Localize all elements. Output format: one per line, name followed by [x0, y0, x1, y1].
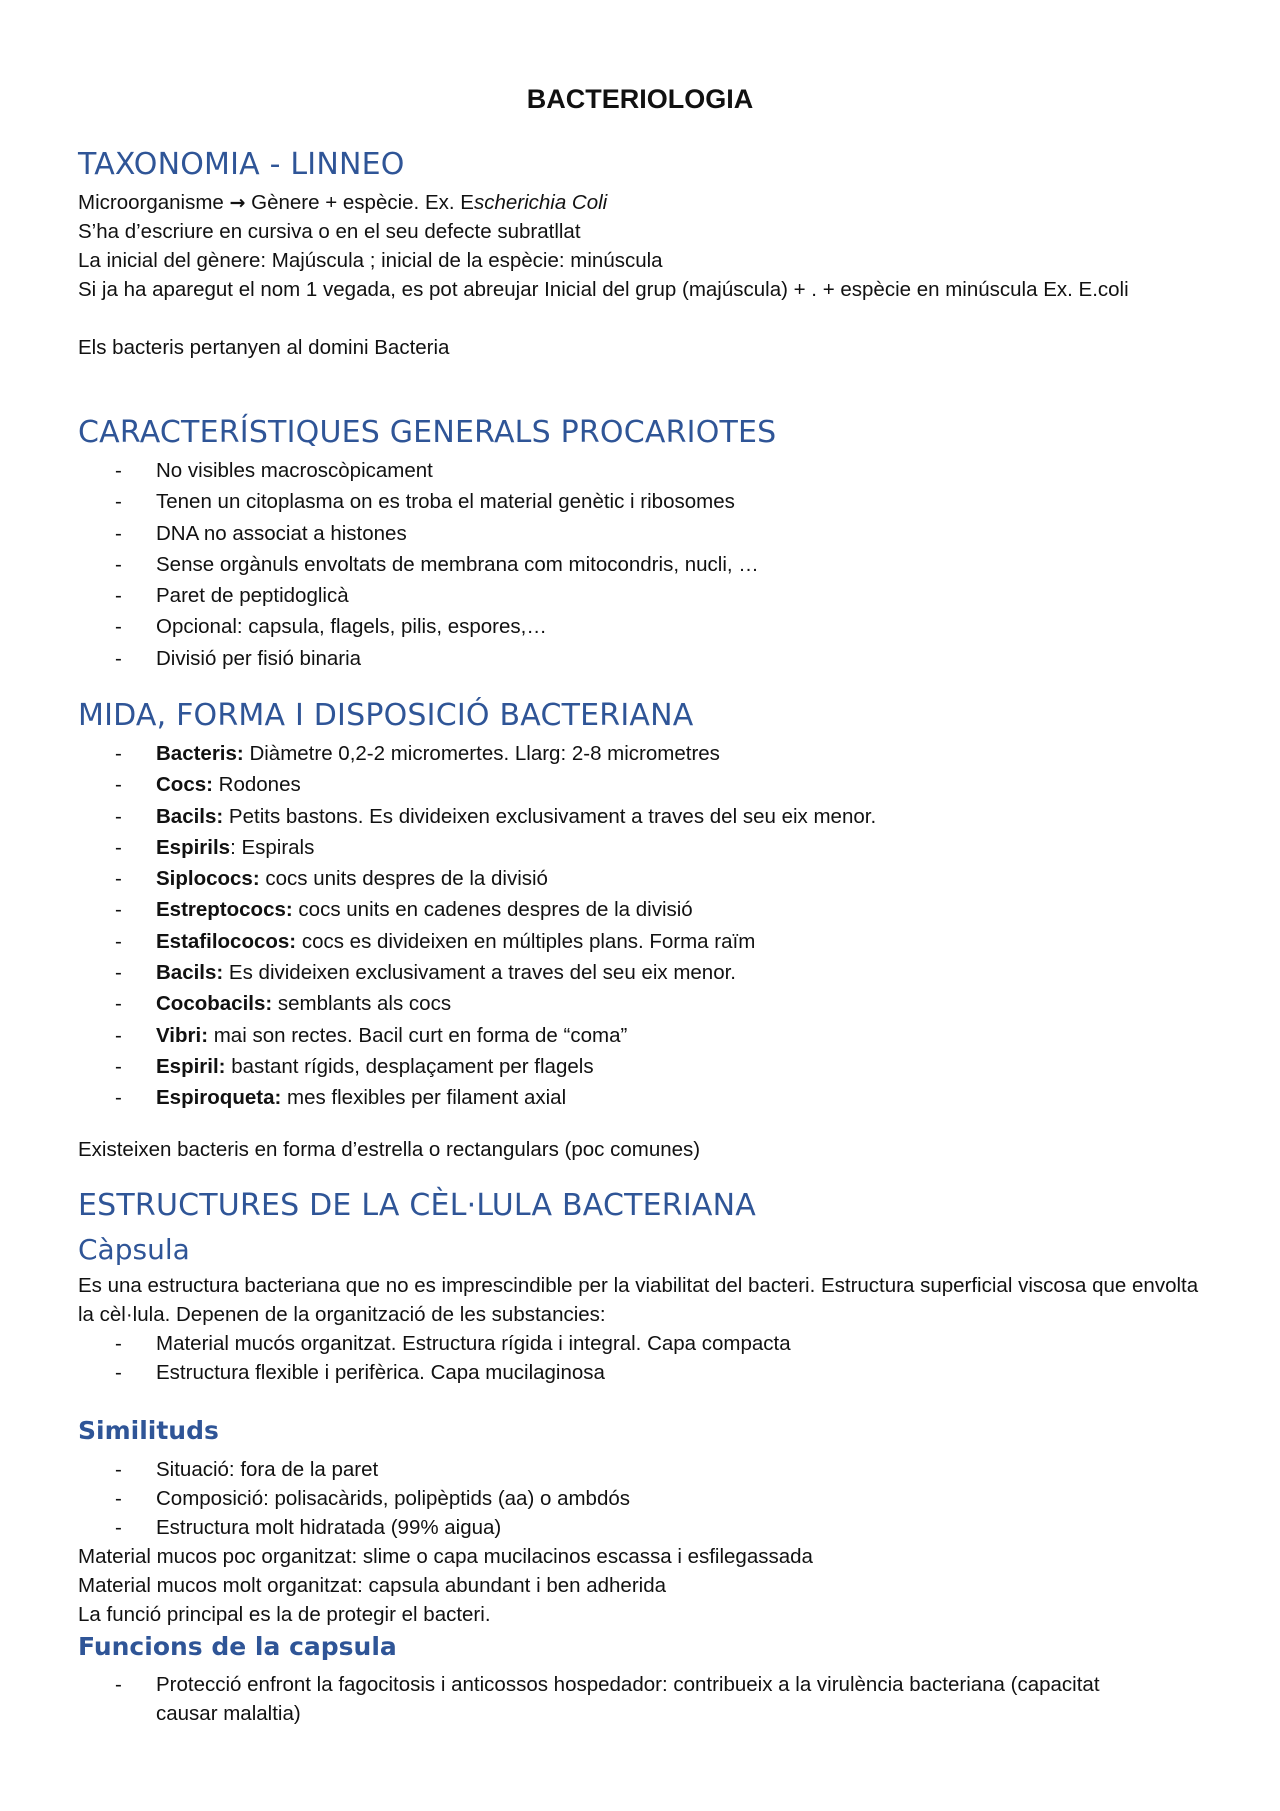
list-item: - Opcional: capsula, flagels, pilis, espores,… — [115, 615, 547, 639]
list-item: - No visibles macroscòpicament — [115, 459, 433, 482]
list-item: - Espiril: bastant rígids, desplaçament per flagels — [115, 1054, 594, 1078]
list-item: - Espiroqueta: mes flexibles per filament axial — [115, 1086, 567, 1110]
similituds-line-1: Material mucos poc organitzat: slime o capa mucilacinos escassa i esfilegassada — [78, 1545, 813, 1568]
list-item: - Composició: polisacàrids, polipèptids (aa) o ambdós — [115, 1487, 631, 1510]
taxonomia-line-2: S’ha d’escriure en cursiva o en el seu defecte subratllat — [78, 220, 581, 243]
list-item: - Bacils: Es divideixen exclusivament a traves del seu eix menor. — [115, 961, 736, 985]
heading-funcions: Funcions de la capsula — [78, 1632, 397, 1661]
similituds-line-2: Material mucos molt organitzat: capsula abundant i ben adherida — [78, 1574, 667, 1597]
similituds-line-3: La funció principal es la de protegir el bacteri. — [78, 1603, 491, 1626]
heading-capsula: Càpsula — [78, 1233, 190, 1266]
heading-estructures: ESTRUCTURES DE LA CÈL·LULA BACTERIANA — [78, 1188, 756, 1223]
funcions-list — [0, 1670, 1166, 1728]
list-item: - DNA no associat a histones — [115, 521, 407, 545]
list-item: - Vibri: mai son rectes. Bacil curt en forma de “coma” — [115, 1023, 628, 1047]
heading-mida: MIDA, FORMA I DISPOSICIÓ BACTERIANA — [78, 698, 694, 733]
list-item: - Material mucós organitzat. Estructura rígida i integral. Capa compacta — [115, 1332, 791, 1355]
similituds-list — [0, 1455, 630, 1542]
list-item: - Sense orgànuls envoltats de membrana com mitocondris, nucli, … — [115, 552, 759, 576]
list-item: - Estreptococs: cocs units en cadenes despres de la divisió — [115, 898, 693, 922]
capsula-list — [0, 1329, 791, 1387]
list-item: - Tenen un citoplasma on es troba el material genètic i ribosomes — [115, 490, 735, 514]
list-item: - Paret de peptidoglicà — [115, 584, 349, 608]
list-item: - Divisió per fisió binaria — [115, 646, 362, 670]
heading-similituds: Similituds — [78, 1416, 219, 1445]
taxonomia-line-4: Si ja ha aparegut el nom 1 vegada, es pot abreujar Inicial del grup (majúscula) + . + espècie en minúscula Ex. E.coli — [78, 278, 1129, 301]
list-item: - Cocobacils: semblants als cocs — [115, 992, 452, 1016]
list-item: - Cocs: Rodones — [115, 773, 301, 797]
taxonomia-line-5: Els bacteris pertanyen al domini Bacteria — [78, 336, 450, 359]
list-item: - Protecció enfront la fagocitosis i anticossos hospedador: contribueix a la virulència bacteriana (capacitat causar malaltia) — [115, 1673, 1100, 1725]
heading-taxonomia: TAXONOMIA - LINNEO — [78, 147, 405, 182]
taxonomia-line-3: La inicial del gènere: Majúscula ; inicial de la espècie: minúscula — [78, 249, 663, 272]
mida-list — [0, 738, 876, 1114]
capsula-paragraph: Es una estructura bacteriana que no es imprescindible per la viabilitat del bacteri. Estructura superficial viscosa que envolta la cèl·lula. Depenen de la organització de les substancies: — [78, 1274, 1199, 1326]
heading-caracteristiques: CARACTERÍSTIQUES GENERALS PROCARIOTES — [78, 415, 777, 450]
list-item: - Bacils: Petits bastons. Es divideixen exclusivament a traves del seu eix menor. — [115, 804, 877, 828]
arrow-right-icon: → — [229, 192, 246, 214]
list-item: - Bacteris: Diàmetre 0,2-2 micromertes. Llarg: 2-8 micrometres — [115, 742, 720, 765]
list-item: - Situació: fora de la paret — [115, 1458, 379, 1481]
list-item: - Siplococs: cocs units despres de la divisió — [115, 867, 548, 891]
taxonomia-line-1: Microorganisme → Gènere + espècie. Ex. Escherichia Coli — [78, 191, 608, 214]
mida-note: Existeixen bacteris en forma d’estrella o rectangulars (poc comunes) — [78, 1138, 701, 1161]
list-item: - Estructura flexible i perifèrica. Capa mucilaginosa — [115, 1361, 605, 1384]
list-item: - Espirils: Espirals — [115, 835, 315, 859]
list-item: - Estructura molt hidratada (99% aigua) — [115, 1516, 502, 1539]
document-title: BACTERIOLOGIA — [526, 84, 754, 114]
list-item: - Estafilococos: cocs es divideixen en múltiples plans. Forma raïm — [115, 929, 756, 953]
caracteristiques-list — [0, 455, 759, 674]
